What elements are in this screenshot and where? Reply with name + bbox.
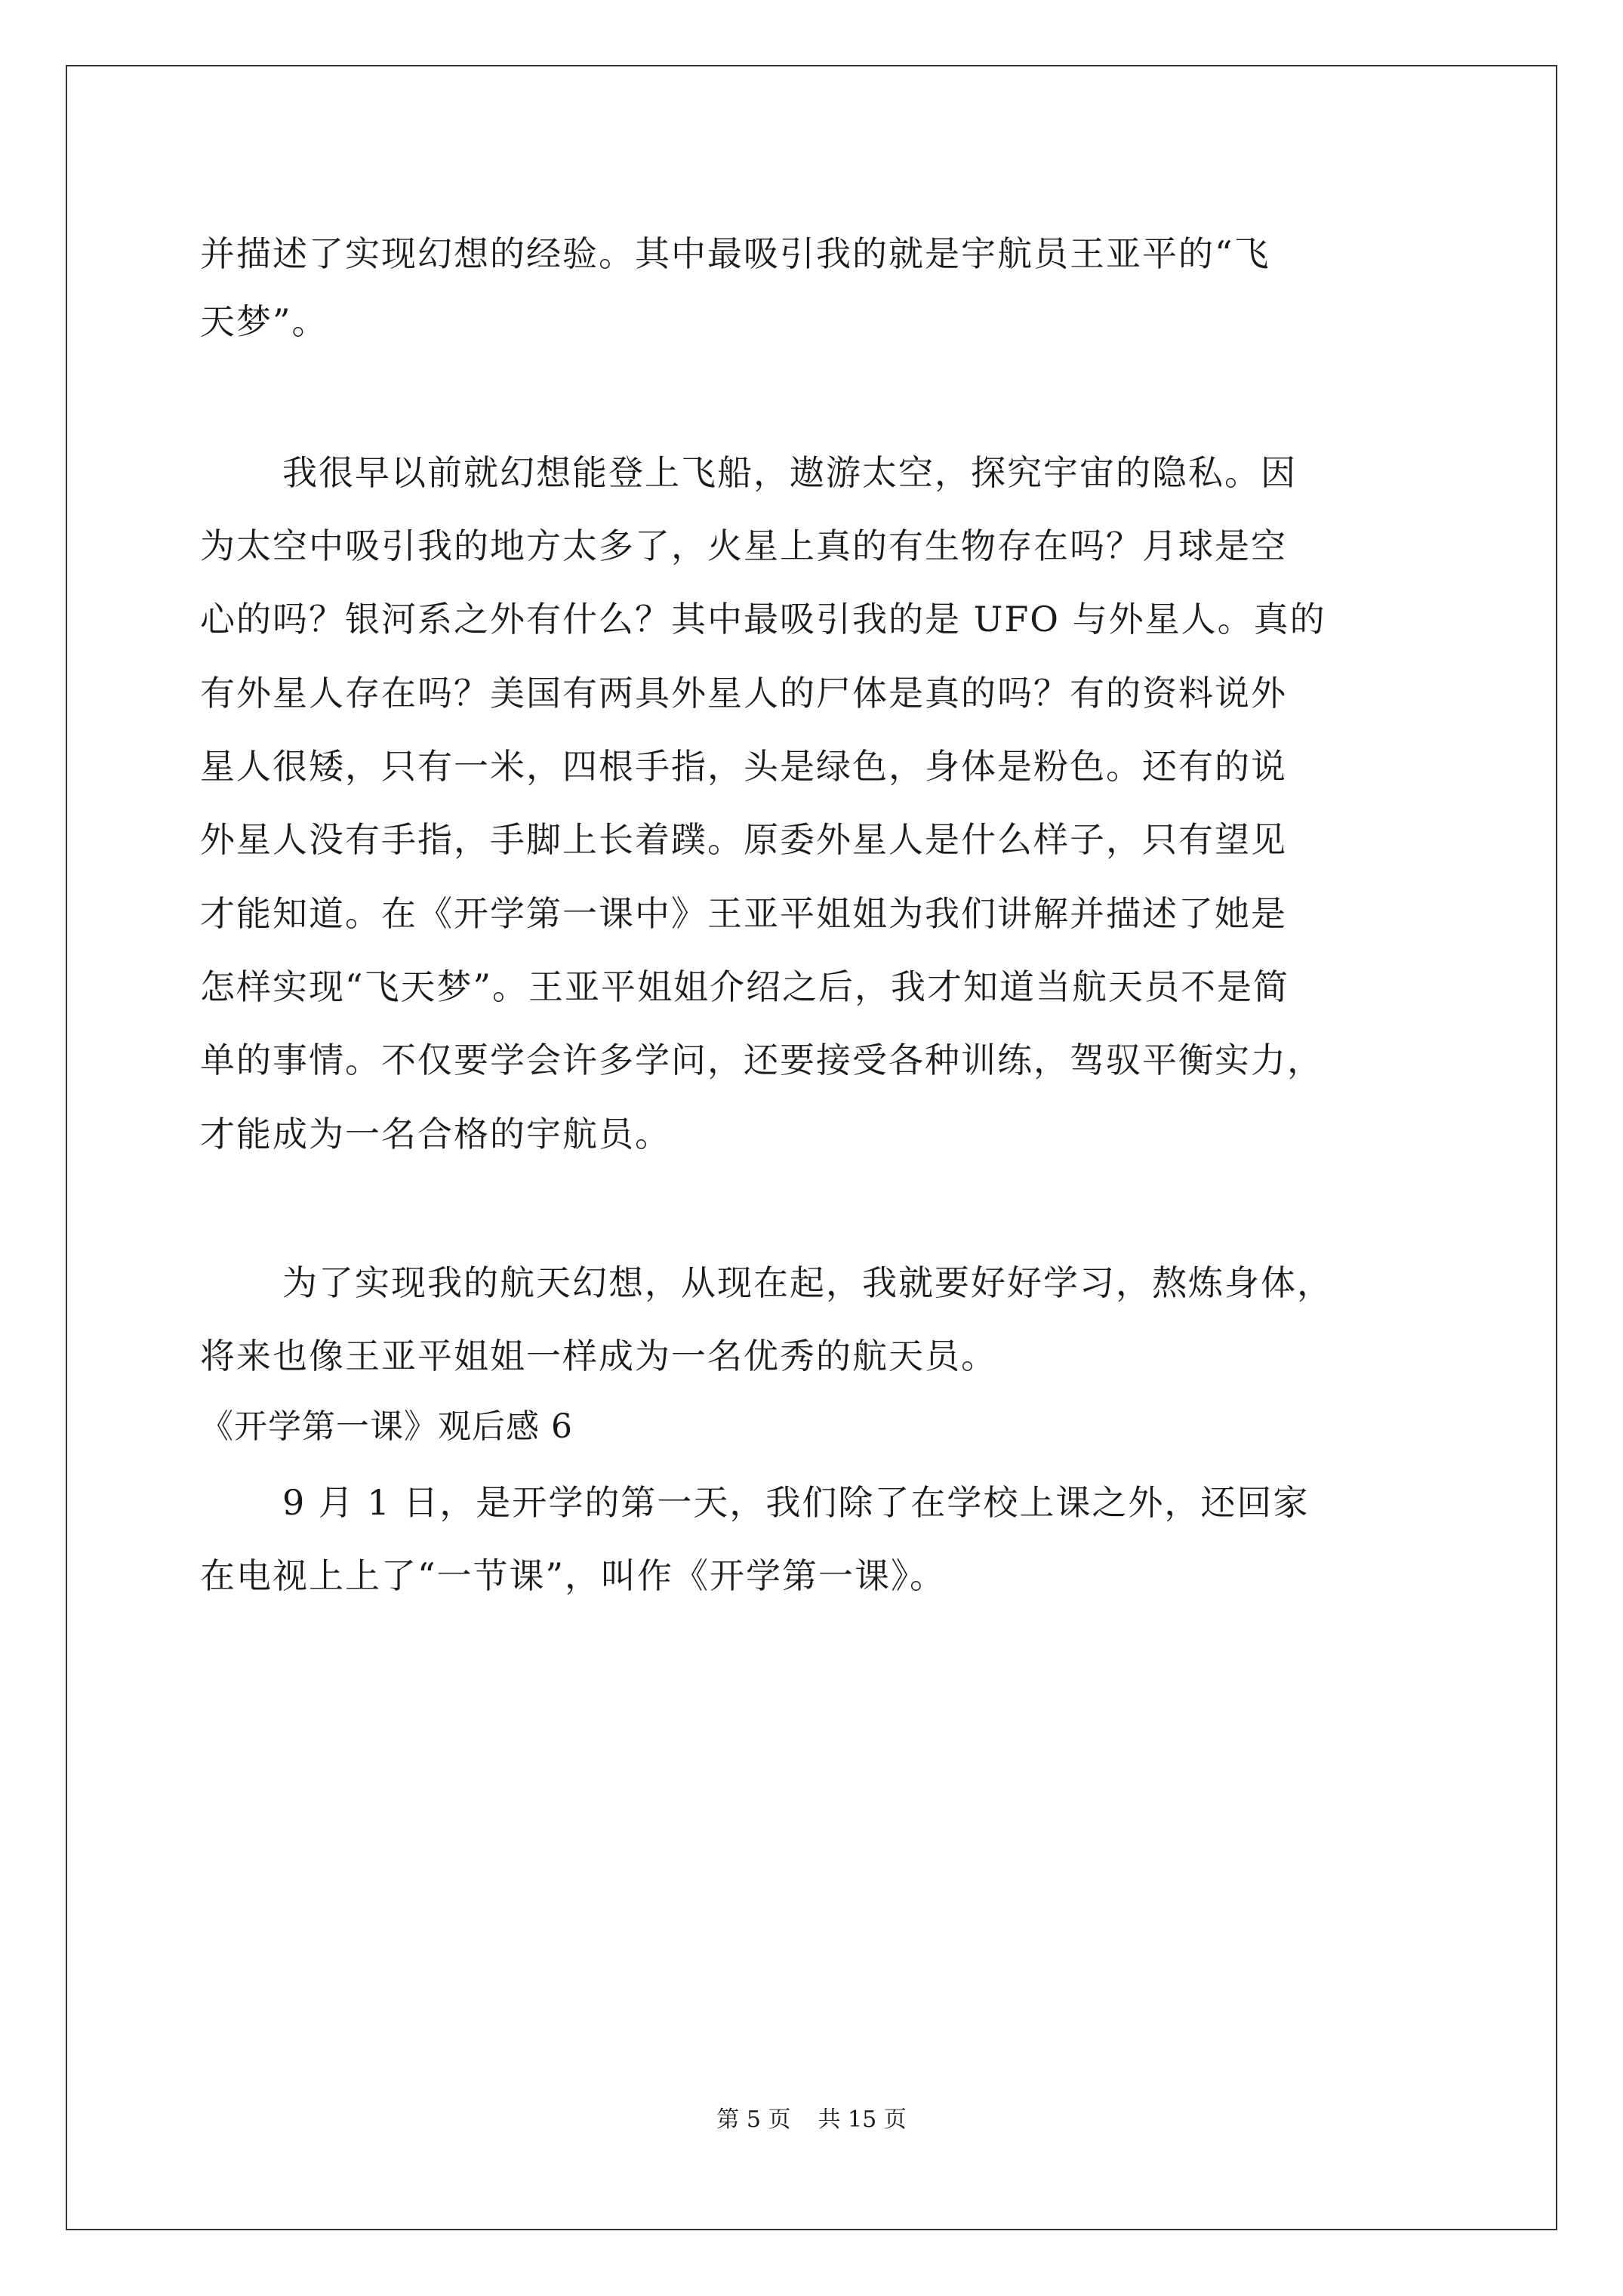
text-line: 天梦”。: [200, 301, 328, 342]
text-line: 有外星人存在吗？美国有两具外星人的尸体是真的吗？有的资料说外: [200, 673, 1287, 713]
text-line: 并描述了实现幻想的经验。其中最吸引我的就是宇航员王亚平的“飞: [200, 233, 1270, 274]
text-line: 才能知道。在《开学第一课中》王亚平姐姐为我们讲解并描述了她是: [200, 893, 1287, 934]
text-line: 星人很矮，只有一米，四根手指，头是绿色，身体是粉色。还有的说: [200, 746, 1287, 787]
text-line: 心的吗？银河系之外有什么？其中最吸引我的是 UFO 与外星人。真的: [200, 599, 1326, 639]
text-line: 将来也像王亚平姐姐一样成为一名优秀的航天员。: [200, 1336, 997, 1376]
text-line: 为了实现我的航天幻想，从现在起，我就要好好学习，熬炼身体，: [282, 1262, 1333, 1303]
text-line: 才能成为一名合格的宇航员。: [200, 1114, 671, 1154]
text-line: 外星人没有手指，手脚上长着蹼。原委外星人是什么样子，只有望见: [200, 819, 1287, 860]
text-line: 在电视上上了“一节课”，叫作《开学第一课》。: [200, 1555, 947, 1596]
text-line: 为太空中吸引我的地方太多了，火星上真的有生物存在吗？月球是空: [200, 525, 1287, 566]
text-line: 我很早以前就幻想能登上飞船，遨游太空，探究宇宙的隐私。因: [282, 452, 1297, 493]
text-line: 怎样实现“飞天梦”。王亚平姐姐介绍之后，我才知道当航天员不是简: [200, 966, 1290, 1007]
page-footer: [0, 2105, 1623, 2135]
text-line: 9 月 1 日，是开学的第一天，我们除了在学校上课之外，还回家: [282, 1482, 1310, 1523]
page-total: 共 15 页: [818, 2106, 907, 2133]
text-line: 单的事情。不仅要学会许多学问，还要接受各种训练，驾驭平衡实力，: [200, 1040, 1323, 1080]
page-number: 第 5 页: [716, 2106, 791, 2133]
section-heading: 《开学第一课》观后感 6: [200, 1407, 573, 1446]
